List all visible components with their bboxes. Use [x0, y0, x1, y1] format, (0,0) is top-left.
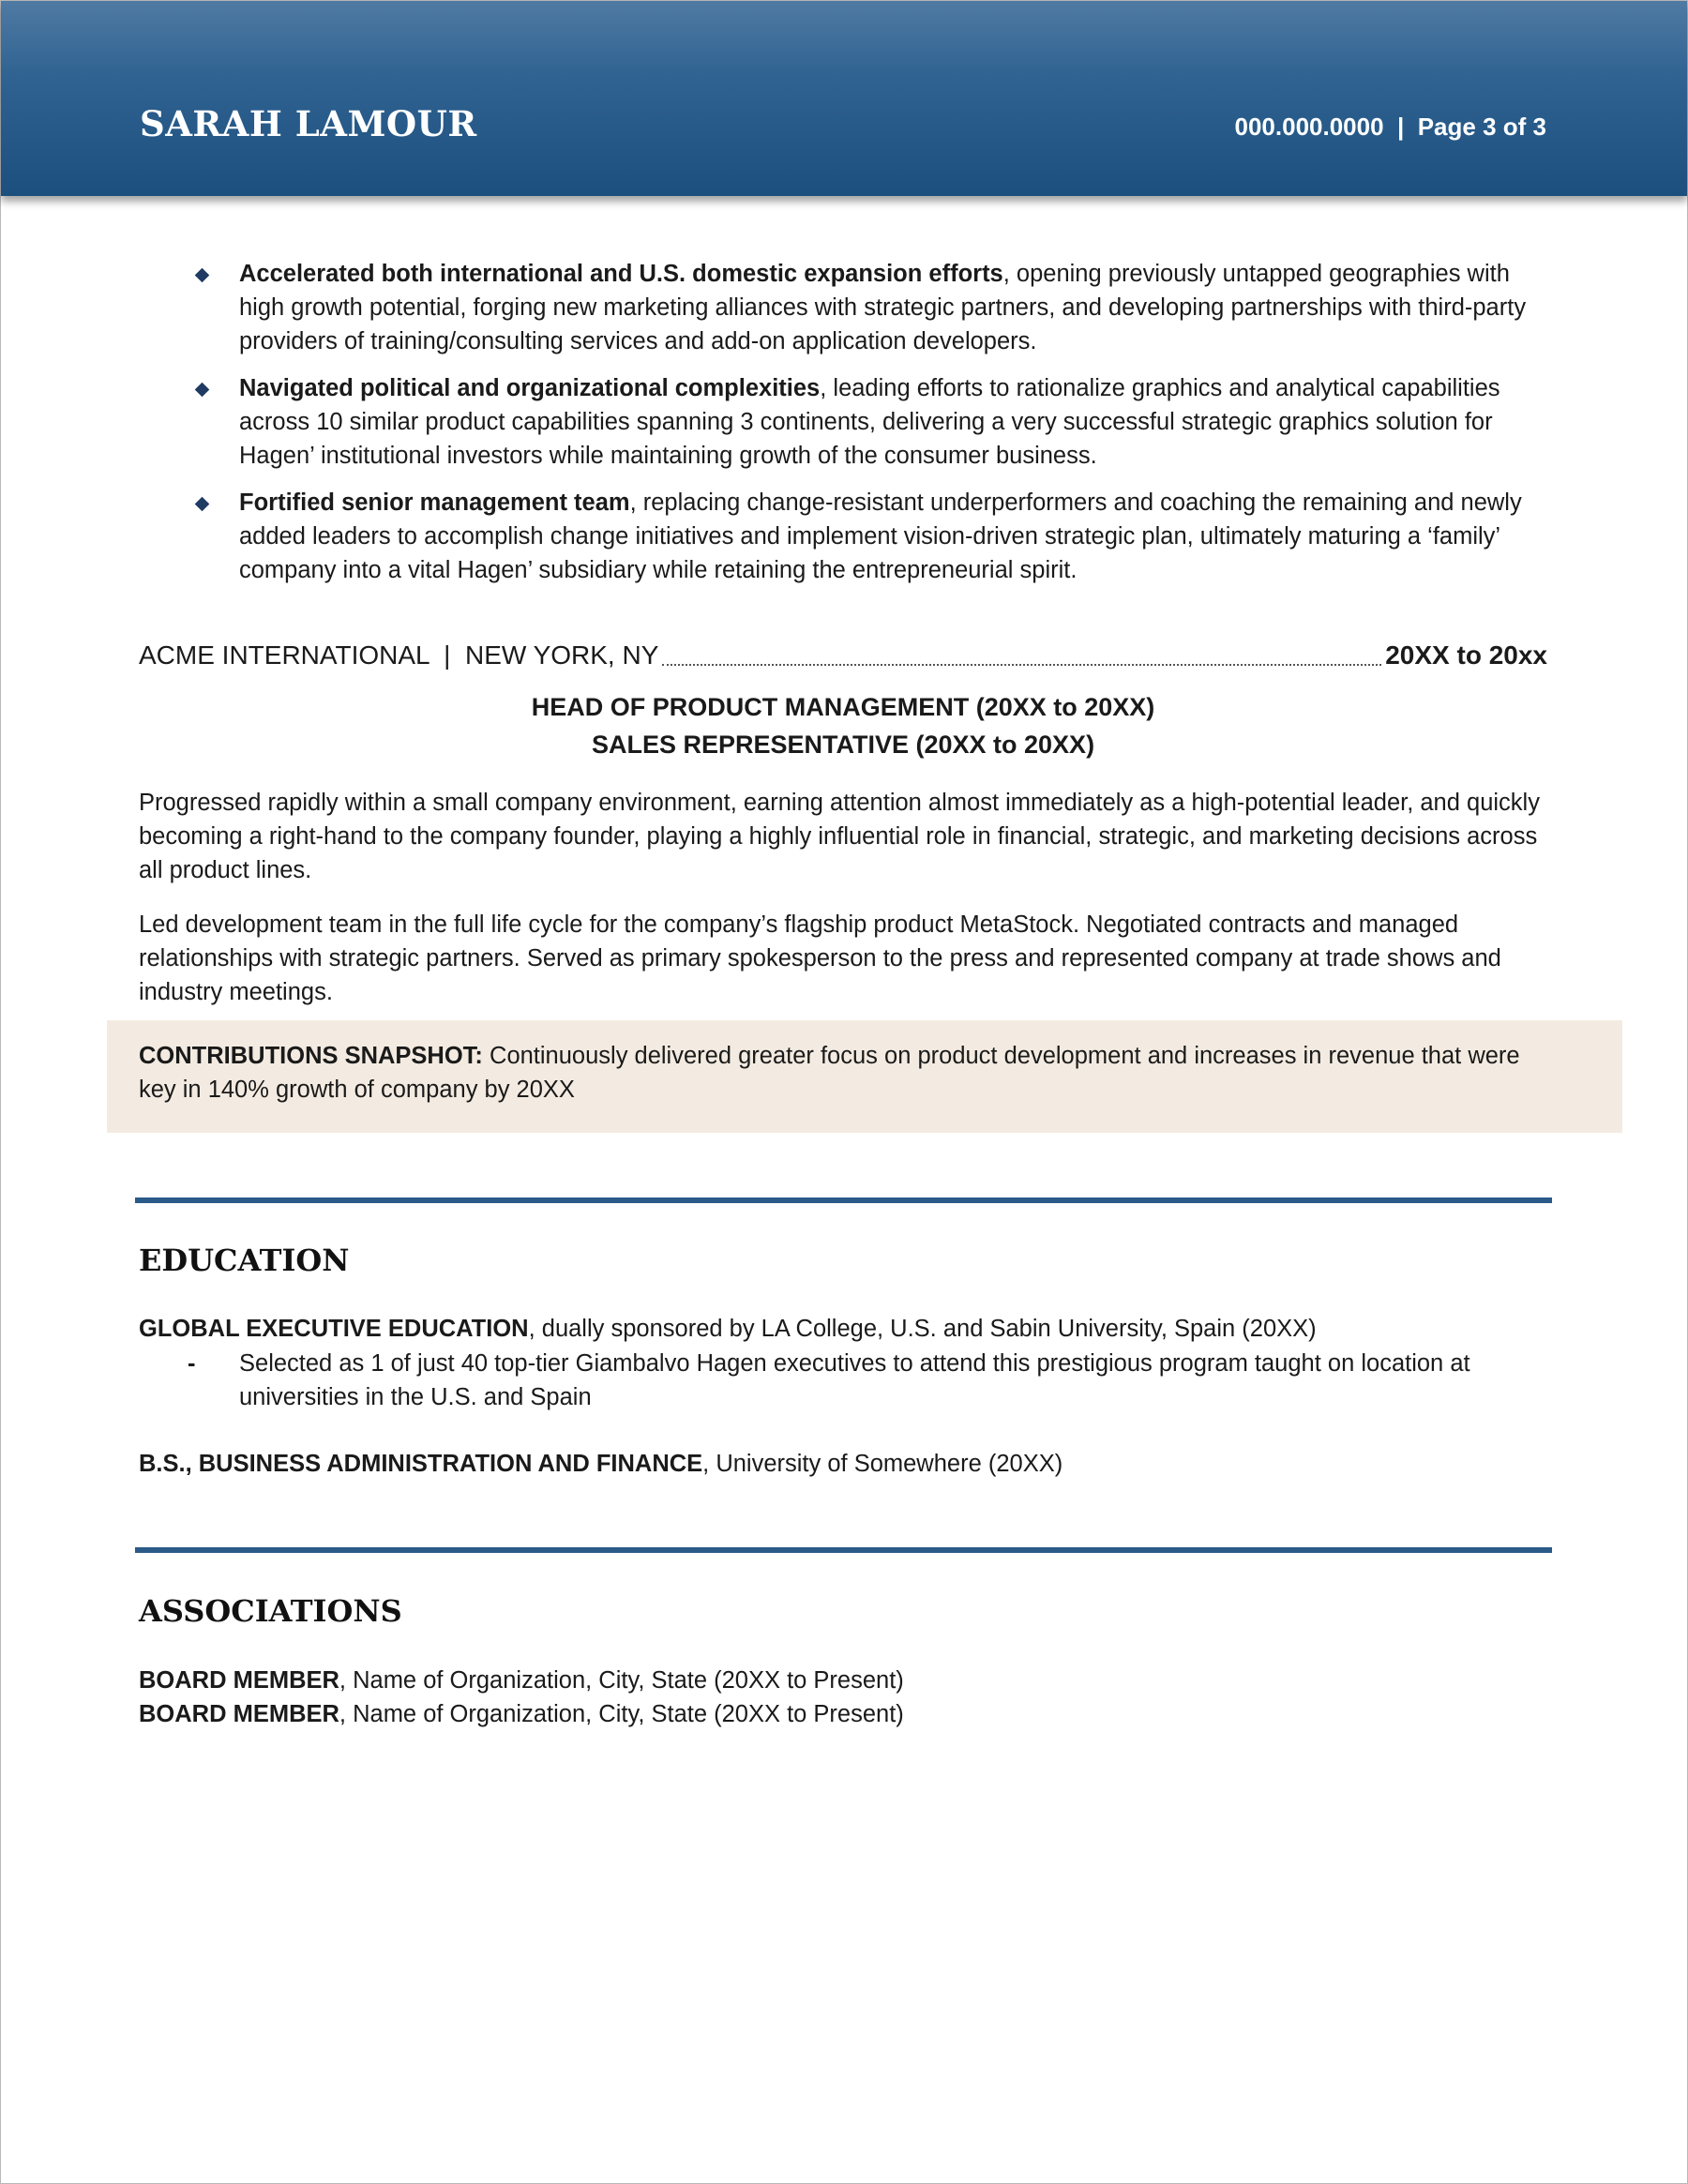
education-entry — [139, 1447, 1553, 1481]
bullet-text: , leading efforts to rationalize graphics and analytical capabilities across 10 similar product capabilities spanning 3 continents, delivering a very successful strategic graphics solution for Hagen’ institutional investors while maintaining growth of the consumer business. — [239, 375, 1500, 469]
dash-bullet: - — [188, 1350, 196, 1377]
candidate-name: SARAH LAMOUR — [140, 103, 477, 144]
contributions-snapshot-box — [107, 1020, 1622, 1133]
education-detail-item — [139, 1347, 1553, 1414]
association-details: , Name of Organization, City, State (20XX to Present) — [339, 1667, 904, 1694]
association-item — [139, 1664, 1553, 1697]
section-divider — [135, 1197, 1552, 1203]
education-details: , University of Somewhere (20XX) — [702, 1451, 1063, 1477]
job-title-primary: HEAD OF PRODUCT MANAGEMENT (20XX to 20XX) — [531, 693, 1155, 721]
header-band — [1, 1, 1687, 196]
bullet-lead: Accelerated both international and U.S. domestic expansion efforts — [239, 261, 1003, 287]
employer-line — [139, 636, 1547, 673]
employment-dates: 20XX to 20xx — [1385, 640, 1547, 670]
job-title-secondary: SALES REPRESENTATIVE (20XX to 20XX) — [591, 731, 1095, 759]
association-details: , Name of Organization, City, State (20XX to Present) — [339, 1701, 904, 1727]
dotted-leader — [662, 664, 1381, 666]
education-heading: EDUCATION — [139, 1243, 350, 1278]
contact-and-page: 000.000.0000 | Page 3 of 3 — [1234, 113, 1546, 141]
bullet-lead: Fortified senior management team — [239, 490, 630, 516]
diamond-bullet-icon — [195, 383, 210, 398]
list-item — [139, 257, 1547, 358]
associations-heading: ASSOCIATIONS — [139, 1593, 402, 1629]
employer-name: ACME INTERNATIONAL | NEW YORK, NY — [139, 640, 659, 670]
job-titles — [139, 688, 1547, 763]
snapshot-text-block — [139, 1039, 1553, 1107]
list-item — [139, 371, 1547, 473]
job-detail-paragraph: Led development team in the full life cycle for the company’s flagship product MetaStock. Negotiated contracts and managed relationships with strategic partners. Served as primary spokesperson to the press and represented company at trade shows and industry meetings. — [139, 911, 1501, 1005]
education-entry — [139, 1312, 1553, 1346]
diamond-bullet-icon — [195, 497, 210, 512]
education-details: , dually sponsored by LA College, U.S. and Sabin University, Spain (20XX) — [528, 1316, 1317, 1342]
education-degree: GLOBAL EXECUTIVE EDUCATION — [139, 1316, 529, 1342]
association-item — [139, 1697, 1553, 1731]
bullet-text: , replacing change-resistant underperformers and coaching the remaining and newly added leaders to accomplish change initiatives and implement vision-driven strategic plan, ultimately maturing a ‘family’ company into a vital Hagen’ subsidiary while retaining the entrepreneurial spirit. — [239, 490, 1522, 583]
achievement-list — [139, 257, 1547, 600]
association-role: BOARD MEMBER — [139, 1701, 339, 1727]
bullet-lead: Navigated political and organizational complexities — [239, 375, 821, 401]
education-detail-text: Selected as 1 of just 40 top-tier Giambalvo Hagen executives to attend this prestigious program taught on location at universities in the U.S. and Spain — [239, 1350, 1470, 1410]
snapshot-text: Continuously delivered greater focus on product development and increases in revenue that were key in 140% growth of company by 20XX — [139, 1043, 1520, 1103]
association-role: BOARD MEMBER — [139, 1667, 339, 1694]
job-summary-paragraph: Progressed rapidly within a small company environment, earning attention almost immediately as a high-potential leader, and quickly becoming a right-hand to the company founder, playing a highly influential role in financial, strategic, and marketing decisions across all product lines. — [139, 790, 1540, 883]
section-divider — [135, 1547, 1552, 1553]
education-degree: B.S., BUSINESS ADMINISTRATION AND FINANCE — [139, 1451, 703, 1477]
list-item — [139, 486, 1547, 587]
snapshot-label: CONTRIBUTIONS SNAPSHOT: — [139, 1043, 483, 1069]
diamond-bullet-icon — [195, 268, 210, 283]
bullet-text: , opening previously untapped geographies with high growth potential, forging new marketing alliances with strategic partners, and developing partnerships with third-party providers of training/consulting services and add-on application developers. — [239, 261, 1527, 354]
